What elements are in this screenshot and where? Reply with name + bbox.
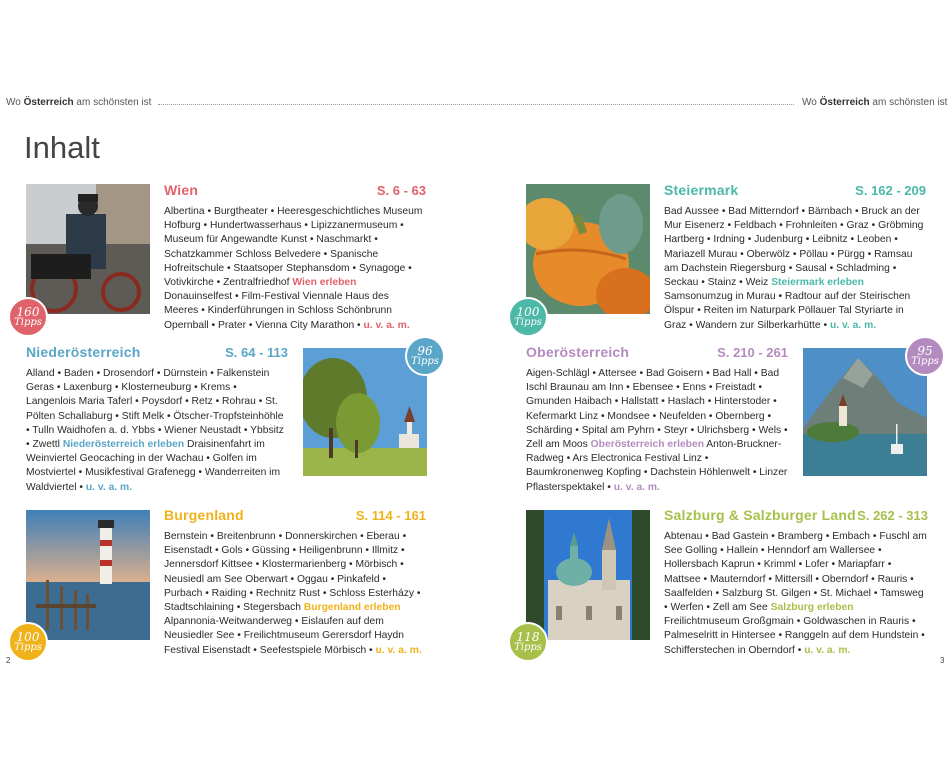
steiermark-text: Bad Aussee • Bad Mitterndorf • Bärnbach • Bruck an der Mur Eisenerz • Feldbach • Frohnleiten • Graz • Gröbming Hartberg • Irdning • Judenburg • Leibnitz • Leoben • Mariazell Murau • Oberwölz • Pöllau • Pürgg • Ramsau am Dachstein Riegersburg • Sausal • Schladming • Seckau • Stainz • Weiz Steiermark erleben Samsonumzug in Murau • Radtour auf der Steirischen Ölspur • Reiten im Naturpark Pöllauer Tal Styriarte in Graz • Wandern zur Silberkarhütte • u. v. a. m. <box>664 206 924 331</box>
salzburg-title: Salzburg & Salzburger Land <box>664 507 856 523</box>
running-header-left: Wo Österreich am schönsten ist <box>6 97 152 108</box>
salzburg-tips-badge: 118 Tipps <box>508 622 548 662</box>
wien-pages: S. 6 - 63 <box>376 183 426 198</box>
oberoesterreich-pages: S. 210 - 261 <box>717 345 788 360</box>
wien-photo <box>26 184 150 314</box>
steiermark-title: Steiermark <box>664 182 739 198</box>
burgenland-tips-badge: 100 Tipps <box>8 622 48 662</box>
oberoesterreich-text: Aigen-Schlägl • Attersee • Bad Goisern • Bad Hall • Bad Ischl Braunau am Inn • Ebensee • Enns • Freistadt • Gmunden Haibach • Hallstatt • Haslach • Hinterstoder • Kefermarkt Linz • Mondsee • Neufelden • Obernberg • Schärding • Spital am Pyhrn • Steyr • Ulrichsberg • Wels • Zell am Moos Oberösterreich erleben Anton-Bruckner-Radweg • Ars Electronica Festival Linz • Baumkronenweg Kopfing • Dachstein Höhlenwelt • Linzer Pflasterspektakel • u. v. a. m. <box>526 368 788 493</box>
burgenland-pages: S. 114 - 161 <box>355 508 426 523</box>
oberoesterreich-title: Oberösterreich <box>526 344 630 360</box>
running-header-right: Wo Österreich am schönsten ist <box>802 97 948 108</box>
steiermark-pages: S. 162 - 209 <box>855 183 926 198</box>
wien-tips-badge: 160 Tipps <box>8 297 48 337</box>
wien-text: Albertina • Burgtheater • Heeresgeschichtliches Museum Hofburg • Hundertwasserhaus • Lipizzanermuseum • Museum für Angewandte Kunst • Naschmarkt • Schatzkammer Schloss Belvedere • Spanische Hofreitschule • Staatsoper Stephansdom • Synagoge • Votivkirche • Zentralfriedhof Wien erleben Donauinselfest • Film-Festival Viennale Haus des Meeres • Kinderführungen in Schloss Schönbrunn Opernball • Prater • Vienna City Marathon • u. v. a. m. <box>164 206 423 331</box>
page-number-right: 3 <box>940 656 945 665</box>
wien-title: Wien <box>164 182 199 198</box>
niederoesterreich-text: Alland • Baden • Drosendorf • Dürnstein • Falkenstein Geras • Laxenburg • Klosterneuburg • Krems • Langenlois Maria Taferl • Poysdorf • Retz • Rohrau • St. Pölten Schallaburg • Stift Melk • Ötscher-Tropfsteinhöhle • Tulln Waidhofen a. d. Ybbs • Wiener Neustadt • Ybbsitz • Zwettl Niederösterreich erleben Draisinenfahrt im Weinviertel Geocaching in der Wachau • Golfen im Mostviertel • Musikfestival Grafenegg • Wanderreiten im Waldviertel • u. v. a. m. <box>26 368 284 493</box>
salzburg-pages: S. 262 - 313 <box>857 508 928 523</box>
steiermark-photo <box>526 184 650 314</box>
page-number-left: 2 <box>6 656 11 665</box>
burgenland-photo <box>26 510 150 640</box>
steiermark-tips-badge: 100 Tipps <box>508 297 548 337</box>
niederoesterreich-title: Niederösterreich <box>26 344 141 360</box>
niederoesterreich-tips-badge: 96 Tipps <box>405 336 445 376</box>
burgenland-text: Bernstein • Breitenbrunn • Donnerskirchen • Eberau • Eisenstadt • Gols • Güssing • Heiligenbrunn • Illmitz • Jennersdorf Kittsee • Klostermarienberg • Mörbisch • Neusiedl am See Oberwart • Oggau • Pinkafeld • Purbach • Raiding • Rechnitz Rust • Schloss Esterházy • Stadtschlaining • Stegersbach Burgenland erleben Alpannonia-Weitwanderweg • Eislaufen auf dem Neusiedler See • Freilichtmuseum Gerersdorf Haydn Festival Eisenstadt • Seefestspiele Mörbisch • u. v. a. m. <box>164 531 422 656</box>
salzburg-photo <box>526 510 650 640</box>
niederoesterreich-pages: S. 64 - 113 <box>225 345 288 360</box>
oberoesterreich-tips-badge: 95 Tipps <box>905 336 945 376</box>
salzburg-text: Abtenau • Bad Gastein • Bramberg • Embach • Fuschl am See Golling • Hallein • Henndorf am Wallersee • Hollersbach Kaprun • Krimml • Lofer • Mariapfarr • Mattsee • Mauterndorf • Mittersill • Oberndorf • Rauris • Saalfelden • Salzburg St. Gilgen • St. Michael • Tamsweg • Werfen • Zell am See Salzburg erleben Freilichtmuseum Großgmain • Goldwaschen in Rauris • Palmeselritt in Hintersee • Ranggeln auf dem Hundstein • Schifferstechen in Oberndorf • u. v. a. m. <box>664 531 927 656</box>
header-dotted-rule <box>158 104 794 105</box>
page-title: Inhalt <box>24 130 100 165</box>
burgenland-title: Burgenland <box>164 507 244 523</box>
